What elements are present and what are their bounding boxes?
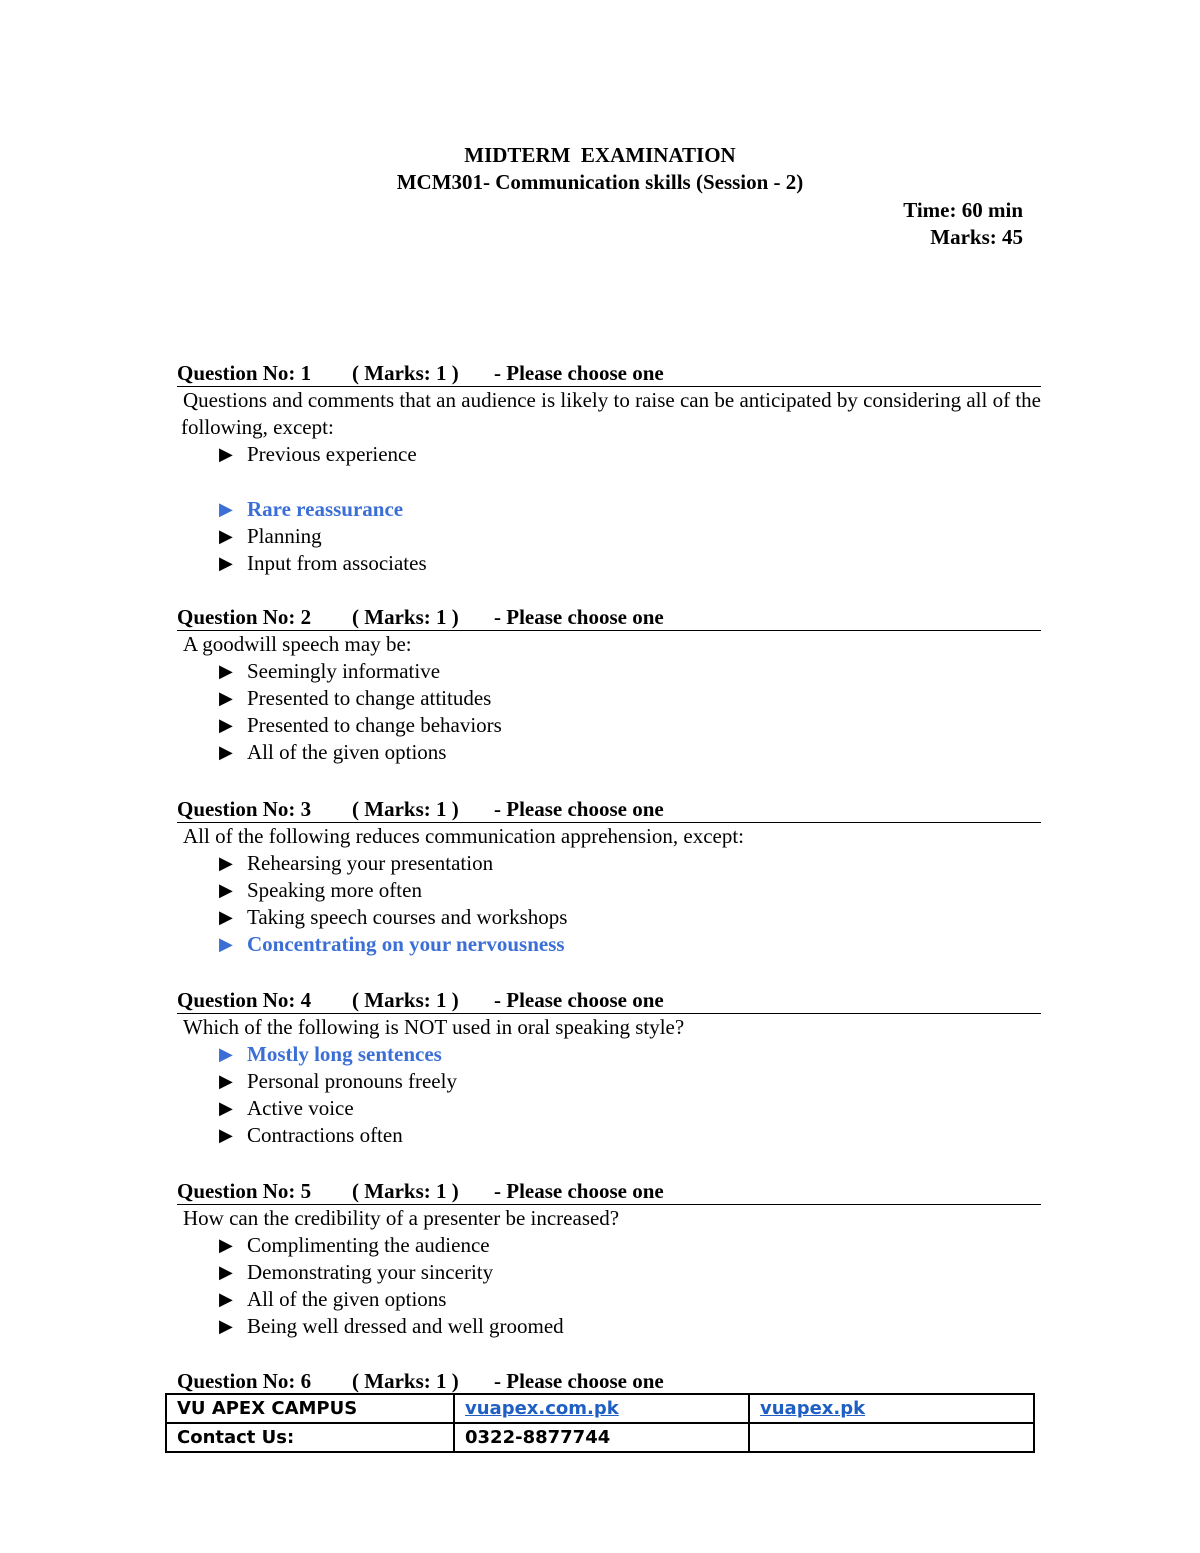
option-label: Contractions often (247, 1123, 403, 1147)
question-1 (177, 360, 1041, 577)
option-label: Seemingly informative (247, 659, 441, 683)
triangle-right-icon: ▶ (219, 907, 233, 927)
question-instruction: - Please choose one (494, 605, 664, 629)
question-instruction: - Please choose one (494, 988, 664, 1012)
option-4[interactable] (177, 550, 1041, 577)
question-number: Question No: 5 (177, 1179, 312, 1203)
question-header (177, 1178, 1041, 1205)
option-2-correct[interactable] (177, 496, 1041, 523)
option-4-correct[interactable] (177, 931, 1041, 958)
question-header (177, 360, 1041, 387)
question-marks: ( Marks: 1 ) (352, 797, 459, 821)
question-instruction: - Please choose one (494, 1179, 664, 1203)
question-3 (177, 796, 1041, 958)
option-1[interactable] (177, 850, 1041, 877)
option-label: Speaking more often (247, 878, 422, 902)
triangle-right-icon: ▶ (219, 444, 233, 464)
question-text: Which of the following is NOT used in oral speaking style? (183, 1015, 685, 1039)
triangle-right-icon: ▶ (219, 1071, 233, 1091)
triangle-right-icon: ▶ (219, 1316, 233, 1336)
question-marks: ( Marks: 1 ) (352, 1369, 459, 1393)
triangle-right-icon: ▶ (219, 715, 233, 735)
option-label: Concentrating on your nervousness (247, 932, 565, 956)
question-text: All of the following reduces communication apprehension, except: (183, 824, 745, 848)
triangle-right-icon: ▶ (219, 553, 233, 573)
footer-cell (454, 1394, 749, 1423)
question-4 (177, 987, 1041, 1149)
question-number: Question No: 2 (177, 605, 312, 629)
question-marks: ( Marks: 1 ) (352, 1179, 459, 1203)
option-3[interactable] (177, 523, 1041, 550)
option-2[interactable] (177, 877, 1041, 904)
option-1[interactable] (177, 1232, 1041, 1259)
triangle-right-icon: ▶ (219, 1262, 233, 1282)
option-label: Previous experience (247, 442, 417, 466)
website-link-1[interactable]: vuapex.com.pk (465, 1398, 619, 1419)
question-marks: ( Marks: 1 ) (352, 605, 459, 629)
triangle-right-icon: ▶ (219, 1125, 233, 1145)
triangle-right-icon: ▶ (219, 499, 233, 519)
option-label: Rare reassurance (247, 497, 404, 521)
option-label: All of the given options (247, 740, 447, 764)
question-text: Questions and comments that an audience is likely to raise can be anticipated by considering all of the following, except: (181, 388, 1041, 439)
question-header (177, 796, 1041, 823)
option-label: Active voice (247, 1096, 354, 1120)
exam-time: Time: 60 min (903, 198, 1023, 222)
option-1[interactable] (177, 441, 1041, 468)
triangle-right-icon: ▶ (219, 934, 233, 954)
question-number: Question No: 6 (177, 1369, 312, 1393)
empty-cell (749, 1423, 1034, 1452)
triangle-right-icon: ▶ (219, 742, 233, 762)
options-list (177, 658, 1041, 766)
option-1[interactable] (177, 658, 1041, 685)
option-4[interactable] (177, 1313, 1041, 1340)
option-4[interactable] (177, 1122, 1041, 1149)
question-text: A goodwill speech may be: (183, 632, 412, 656)
option-label: Input from associates (247, 551, 427, 575)
question-2 (177, 604, 1041, 766)
footer-cell (749, 1394, 1034, 1423)
question-6 (177, 1368, 1041, 1394)
question-header (177, 1368, 1041, 1394)
campus-name: VU APEX CAMPUS (166, 1394, 454, 1423)
contact-label: Contact Us: (166, 1423, 454, 1452)
question-number: Question No: 1 (177, 361, 312, 385)
option-label: Personal pronouns freely (247, 1069, 457, 1093)
footer-row (166, 1423, 1034, 1452)
option-2[interactable] (177, 1068, 1041, 1095)
option-3[interactable] (177, 712, 1041, 739)
option-label: Presented to change attitudes (247, 686, 492, 710)
question-header (177, 987, 1041, 1014)
options-list (177, 1232, 1041, 1340)
option-label: Demonstrating your sincerity (247, 1260, 494, 1284)
question-instruction: - Please choose one (494, 361, 664, 385)
question-instruction: - Please choose one (494, 797, 664, 821)
option-label: Being well dressed and well groomed (247, 1314, 564, 1338)
exam-title: MIDTERM EXAMINATION (464, 143, 736, 167)
triangle-right-icon: ▶ (219, 526, 233, 546)
option-label: Complimenting the audience (247, 1233, 490, 1257)
options-list (177, 850, 1041, 958)
option-3[interactable] (177, 1286, 1041, 1313)
footer-contact-table (165, 1393, 1035, 1453)
triangle-right-icon: ▶ (219, 1044, 233, 1064)
website-link-2[interactable]: vuapex.pk (760, 1398, 866, 1419)
option-label: All of the given options (247, 1287, 447, 1311)
question-number: Question No: 4 (177, 988, 312, 1012)
option-3[interactable] (177, 1095, 1041, 1122)
option-label: Presented to change behaviors (247, 713, 502, 737)
option-1-correct[interactable] (177, 1041, 1041, 1068)
question-marks: ( Marks: 1 ) (352, 988, 459, 1012)
option-label: Taking speech courses and workshops (247, 905, 568, 929)
options-list (177, 441, 1041, 577)
option-3[interactable] (177, 904, 1041, 931)
question-marks: ( Marks: 1 ) (352, 361, 459, 385)
course-subtitle: MCM301- Communication skills (Session - 2) (396, 170, 804, 194)
question-header (177, 604, 1041, 631)
phone-number: 0322-8877744 (454, 1423, 749, 1452)
triangle-right-icon: ▶ (219, 880, 233, 900)
triangle-right-icon: ▶ (219, 1289, 233, 1309)
question-text: How can the credibility of a presenter be increased? (183, 1206, 620, 1230)
question-5 (177, 1178, 1041, 1340)
exam-total-marks: Marks: 45 (930, 225, 1023, 249)
question-number: Question No: 3 (177, 797, 312, 821)
footer-row (166, 1394, 1034, 1423)
option-4[interactable] (177, 739, 1041, 766)
option-label: Planning (247, 524, 322, 548)
option-2[interactable] (177, 1259, 1041, 1286)
triangle-right-icon: ▶ (219, 688, 233, 708)
question-instruction: - Please choose one (494, 1369, 664, 1393)
options-list (177, 1041, 1041, 1149)
option-label: Rehearsing your presentation (247, 851, 494, 875)
triangle-right-icon: ▶ (219, 1235, 233, 1255)
option-label: Mostly long sentences (247, 1042, 442, 1066)
triangle-right-icon: ▶ (219, 661, 233, 681)
option-2[interactable] (177, 685, 1041, 712)
triangle-right-icon: ▶ (219, 1098, 233, 1118)
triangle-right-icon: ▶ (219, 853, 233, 873)
spacer (177, 468, 1041, 496)
